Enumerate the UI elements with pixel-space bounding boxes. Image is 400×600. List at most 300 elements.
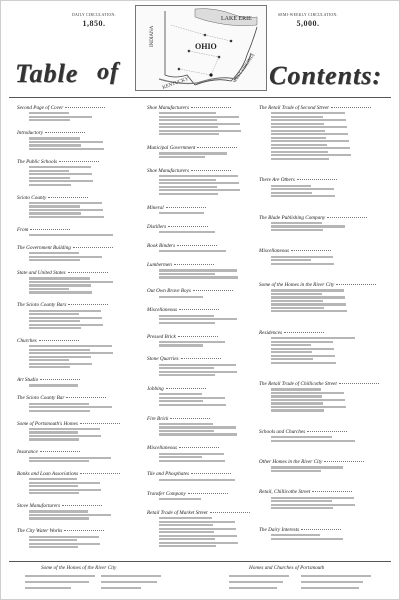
toc-section-body [29,252,127,261]
toc-entry-line [271,307,324,309]
toc-entry-line [271,256,333,258]
toc-entry-line [29,327,81,329]
toc-entry-line [159,193,218,195]
toc-entry-line [159,276,238,278]
toc-entry-line [29,492,79,494]
toc-section-heading: Miscellaneous [259,248,377,254]
header-divider [9,97,391,98]
toc-entry-line [271,130,325,132]
toc-section-heading: State and United States [17,270,127,276]
toc-entry-line [159,374,215,376]
toc-section-body [29,384,127,386]
footer-text-line [101,581,157,583]
toc-section-heading: Shoe Manufacturers [147,168,257,174]
footer-text-line [301,587,359,589]
toc-section-heading: Second Page of Cover [17,105,127,111]
toc-entry-line [159,269,237,271]
toc-entry-line [159,341,225,343]
toc-entry-line [29,170,69,172]
toc-section [17,302,127,330]
toc-section-heading: The Public Schools [17,159,127,165]
toc-entry-line [159,371,237,373]
toc-entry-line [159,367,214,369]
toc-entry-line [29,438,79,440]
toc-section [147,145,257,159]
toc-entry-line [159,133,219,135]
toc-entry-line [29,428,100,430]
toc-section-body [271,497,377,510]
toc-entry-line [159,318,237,320]
toc-section-heading: Stone Quarries [147,356,257,362]
toc-entry-line [29,180,93,182]
title-contents: Contents: [269,61,383,90]
toc-entry-line [29,536,99,538]
footer-left-heading: Some of the Homes of the River City [41,565,117,571]
footer-text-line [229,575,289,577]
toc-entry-line [159,545,216,547]
toc-section [259,177,377,198]
toc-entry-line [29,173,92,175]
toc-entry-line [271,116,323,118]
toc-section-body [159,250,257,252]
toc-entry-line [271,392,344,394]
toc-entry-line [159,528,236,530]
map-label-ohio: OHIO [195,42,217,51]
toc-section-heading: Transfer Company [147,491,257,497]
toc-entry-line [29,478,77,480]
footer-text-line [25,581,89,583]
weekly-circulation [273,13,343,28]
toc-section-heading: Shoe Manufacturers [147,105,257,111]
toc-section-body [271,256,377,265]
toc-section-heading: The Scioto County Bars [17,302,127,308]
toc-section-heading: Pressed Brick [147,334,257,340]
toc-section-body [29,478,127,494]
toc-section-heading: Some of the Homes in the River City [259,282,377,288]
toc-entry-line [271,310,347,312]
toc-section-body [271,388,377,411]
toc-section-body [159,152,257,158]
toc-entry-line [29,256,102,258]
toc-section-body [159,498,257,500]
toc-entry-line [271,222,322,224]
toc-entry-line [159,460,225,462]
toc-entry-line [29,252,79,254]
toc-entry-line [29,148,104,150]
toc-entry-line [271,348,334,350]
daily-circulation-label: DAILY CIRCULATION: [72,13,116,17]
toc-section-heading: The Retail Trade of Second Street [259,105,377,111]
footer-text-line [25,587,71,589]
toc-section-body [29,536,127,549]
footer-text-line [101,587,141,589]
toc-entry-line [29,144,81,146]
toc-entry-line [159,531,214,533]
toc-entry-line [271,355,335,357]
toc-section [147,416,257,437]
toc-entry-line [271,303,346,305]
toc-section [17,449,127,463]
toc-section-body [271,436,377,442]
toc-section-heading: The City Water Works [17,528,127,534]
toc-section-body [271,534,377,540]
toc-entry-line [271,388,321,390]
toc-entry-line [271,344,311,346]
toc-entry-line [159,179,216,181]
toc-entry-line [159,538,215,540]
toc-entry-line [29,184,71,186]
toc-section-heading: Mineral [147,205,257,211]
toc-entry-line [29,320,80,322]
toc-entry-line [159,524,213,526]
toc-entry-line [159,404,226,406]
toc-entry-line [271,144,327,146]
toc-entry-line [29,359,69,361]
toc-section-heading: Other Homes in the River City [259,459,377,465]
toc-entry-line [29,435,101,437]
toc-entry-line [29,384,78,386]
toc-entry-line [271,296,345,298]
toc-section [147,334,257,348]
toc-section-heading: Residences [259,330,377,336]
toc-section-body [271,289,377,312]
toc-entry-line [29,482,100,484]
toc-entry-line [271,147,350,149]
toc-entry-line [271,293,322,295]
toc-entry-line [29,166,91,168]
toc-section [259,459,377,473]
toc-entry-line [159,119,217,121]
toc-section-heading: Churches [17,338,127,344]
toc-section [147,288,257,299]
toc-entry-line [159,542,238,544]
toc-section [147,307,257,325]
toc-entry-line [159,423,213,425]
toc-section-heading: The Blade Publishing Company [259,215,377,221]
toc-entry-line [29,119,70,121]
toc-entry-line [159,426,236,428]
toc-section-heading: Schools and Churches [259,429,377,435]
toc-entry-line [271,195,335,197]
toc-section [147,445,257,463]
toc-section [147,356,257,377]
toc-entry-line [159,126,218,128]
toc-section [17,421,127,442]
toc-entry-line [271,263,334,265]
toc-section-body [29,166,127,186]
toc-section [17,377,127,388]
toc-entry-line [29,291,92,293]
toc-entry-line [159,344,203,346]
toc-entry-line [271,119,346,121]
toc-entry-line [271,341,333,343]
toc-entry-line [271,140,349,142]
toc-section-heading: The Retail Trade of Chillicothe Street [259,381,377,387]
toc-section [147,491,257,502]
toc-entry-line [271,192,312,194]
toc-entry-line [29,216,104,218]
toc-section-body [29,137,127,150]
toc-section-heading: Out Own Brave Boys [147,288,257,294]
toc-entry-line [159,479,235,481]
toc-section [147,224,257,235]
title-of: of [97,59,119,85]
toc-entry-line [29,212,81,214]
toc-entry-line [159,175,238,177]
toc-section-heading: The Dairy Interests [259,527,377,533]
toc-entry-line [29,112,69,114]
footer-text-line [229,581,283,583]
toc-section-heading: Jobbing [147,386,257,392]
toc-entry-line [271,259,311,261]
toc-entry-line [159,186,217,188]
toc-entry-line [29,363,92,365]
toc-section-body [29,403,127,412]
toc-entry-line [29,310,101,312]
toc-section [147,510,257,549]
toc-entry-line [271,225,345,227]
toc-entry-line [159,212,204,214]
toc-section-body [29,202,127,218]
toc-entry-line [271,300,323,302]
toc-entry-line [271,504,355,506]
toc-section [259,248,377,266]
toc-entry-line [271,358,313,360]
toc-section [17,338,127,370]
toc-entry-line [159,152,227,154]
toc-section-body [159,364,257,377]
toc-entry-line [271,188,334,190]
toc-section-heading: Tile and Phosphates [147,471,257,477]
toc-entry-line [271,362,336,364]
toc-entry-line [271,538,343,540]
toc-entry-line [271,440,355,442]
toc-section [259,489,377,510]
map-label-lake: LAKE ERIE [221,16,252,22]
toc-section-body [159,296,257,298]
toc-section-heading: The Government Building [17,245,127,251]
toc-section [17,395,127,413]
toc-entry-line [29,543,100,545]
toc-entry-line [29,349,90,351]
toc-section-body [29,345,127,368]
toc-section [259,282,377,314]
footer-text-line [25,575,95,577]
toc-section [147,243,257,254]
toc-section-heading: Some of Portsmouth's Homes [17,421,127,427]
toc-entry-line [29,141,103,143]
toc-section-body [159,315,257,324]
toc-section-heading: Distillers [147,224,257,230]
toc-section [17,105,127,123]
toc-entry-line [29,345,112,347]
toc-entry-line [29,234,113,236]
toc-entry-line [29,514,111,516]
toc-entry-line [159,112,216,114]
toc-section-body [29,510,127,519]
toc-entry-line [29,259,80,261]
toc-section-body [29,277,127,293]
toc-section-body [159,423,257,436]
weekly-circulation-number: 5,000. [296,18,320,28]
map-label-west-virginia: WEST VIRGINIA [231,52,256,84]
toc-section-heading: Stove Manufacturers [17,503,127,509]
toc-section-body [271,222,377,231]
toc-section-body [159,269,257,278]
toc-entry-line [271,151,328,153]
toc-section-heading: Book Binders [147,243,257,249]
toc-section-body [29,310,127,330]
toc-entry-line [29,209,103,211]
toc-entry-line [159,273,215,275]
toc-section [259,381,377,413]
toc-section-heading: Scioto County [17,195,127,201]
toc-entry-line [29,116,92,118]
toc-entry-line [271,158,329,160]
toc-entry-line [271,112,345,114]
toc-entry-line [29,485,78,487]
toc-entry-line [271,289,344,291]
toc-section-body [159,231,257,233]
footer-divider [9,561,391,562]
toc-section [147,386,257,407]
toc-entry-line [159,296,203,298]
footer-right-heading: Homes and Churches of Portsmouth [249,565,325,571]
toc-section-body [159,341,257,347]
toc-section-heading: Retail Trade of Market Street [147,510,257,516]
toc-section-heading: Lumbermen [147,262,257,268]
toc-section-body [159,393,257,406]
map-label-kentucky: KENTUCKY [161,76,190,91]
toc-section-body [159,212,257,214]
toc-section [147,471,257,482]
toc-section-heading: Municipal Government [147,145,257,151]
toc-entry-line [271,507,333,509]
toc-section [147,105,257,137]
toc-section-heading: There Are Others [259,177,377,183]
toc-entry-line [271,466,343,468]
toc-section [147,168,257,196]
toc-section-heading: Miscellaneous [147,307,257,313]
daily-circulation [59,13,129,28]
toc-entry-line [159,433,237,435]
footer-text-line [301,581,363,583]
toc-section [259,429,377,443]
toc-entry-line [29,137,80,139]
footer-text-line [229,587,277,589]
toc-entry-line [159,182,239,184]
toc-entry-line [271,399,345,401]
toc-section-heading: Retail, Chillicothe Street [259,489,377,495]
toc-section-body [271,185,377,198]
toc-section [17,503,127,521]
toc-entry-line [159,397,225,399]
toc-entry-line [159,250,226,252]
toc-entry-line [271,534,320,536]
toc-entry-line [29,277,90,279]
toc-section [259,105,377,161]
toc-section-heading: From [17,227,127,233]
toc-entry-line [29,517,89,519]
toc-section-body [159,175,257,195]
toc-entry-line [29,489,101,491]
toc-section-body [159,112,257,135]
toc-entry-line [29,510,88,512]
toc-entry-line [29,366,70,368]
toc-section [259,215,377,233]
toc-entry-line [271,500,332,502]
toc-entry-line [29,539,77,541]
toc-entry-line [271,470,321,472]
toc-section-heading: Art Studio [17,377,127,383]
toc-section-heading: Miscellaneous [147,445,257,451]
toc-entry-line [159,400,203,402]
toc-section-body [159,453,257,462]
toc-entry-line [29,352,113,354]
toc-section [17,227,127,238]
toc-entry-line [29,431,78,433]
toc-entry-line [29,202,102,204]
toc-entry-line [29,288,69,290]
toc-entry-line [271,185,311,187]
toc-entry-line [159,521,235,523]
toc-section-body [271,466,377,472]
toc-section [259,330,377,365]
toc-entry-line [29,281,113,283]
toc-entry-line [29,284,91,286]
toc-entry-line [271,123,324,125]
toc-entry-line [271,406,346,408]
toc-entry-line [29,403,89,405]
toc-entry-line [159,322,215,324]
ohio-map-illustration [135,5,267,91]
toc-section-body [29,428,127,441]
toc-section-body [159,479,257,481]
toc-entry-line [271,351,312,353]
toc-entry-line [271,409,324,411]
toc-entry-line [159,116,239,118]
toc-entry-line [271,137,326,139]
toc-entry-line [29,205,80,207]
toc-entry-line [29,177,70,179]
toc-entry-line [271,395,322,397]
toc-entry-line [271,133,348,135]
toc-section [17,245,127,263]
toc-entry-line [29,356,91,358]
toc-section-body [159,517,257,547]
toc-section-heading: Introductory [17,130,127,136]
toc-entry-line [271,497,354,499]
toc-section-heading: Fire Brick [147,416,257,422]
footer-text-line [301,575,371,577]
toc-entry-line [159,123,240,125]
toc-entry-line [159,535,237,537]
toc-entry-line [271,154,351,156]
toc-entry-line [29,457,111,459]
toc-entry-line [159,231,215,233]
toc-entry-line [29,317,102,319]
toc-entry-line [159,156,205,158]
toc-entry-line [159,393,202,395]
weekly-circulation-label: SEMI-WEEKLY CIRCULATION: [278,13,338,17]
toc-entry-line [159,456,202,458]
toc-entry-line [271,126,347,128]
toc-section [17,270,127,295]
toc-section [147,262,257,280]
toc-section-body [271,112,377,159]
toc-entry-line [271,436,332,438]
toc-section [17,130,127,151]
